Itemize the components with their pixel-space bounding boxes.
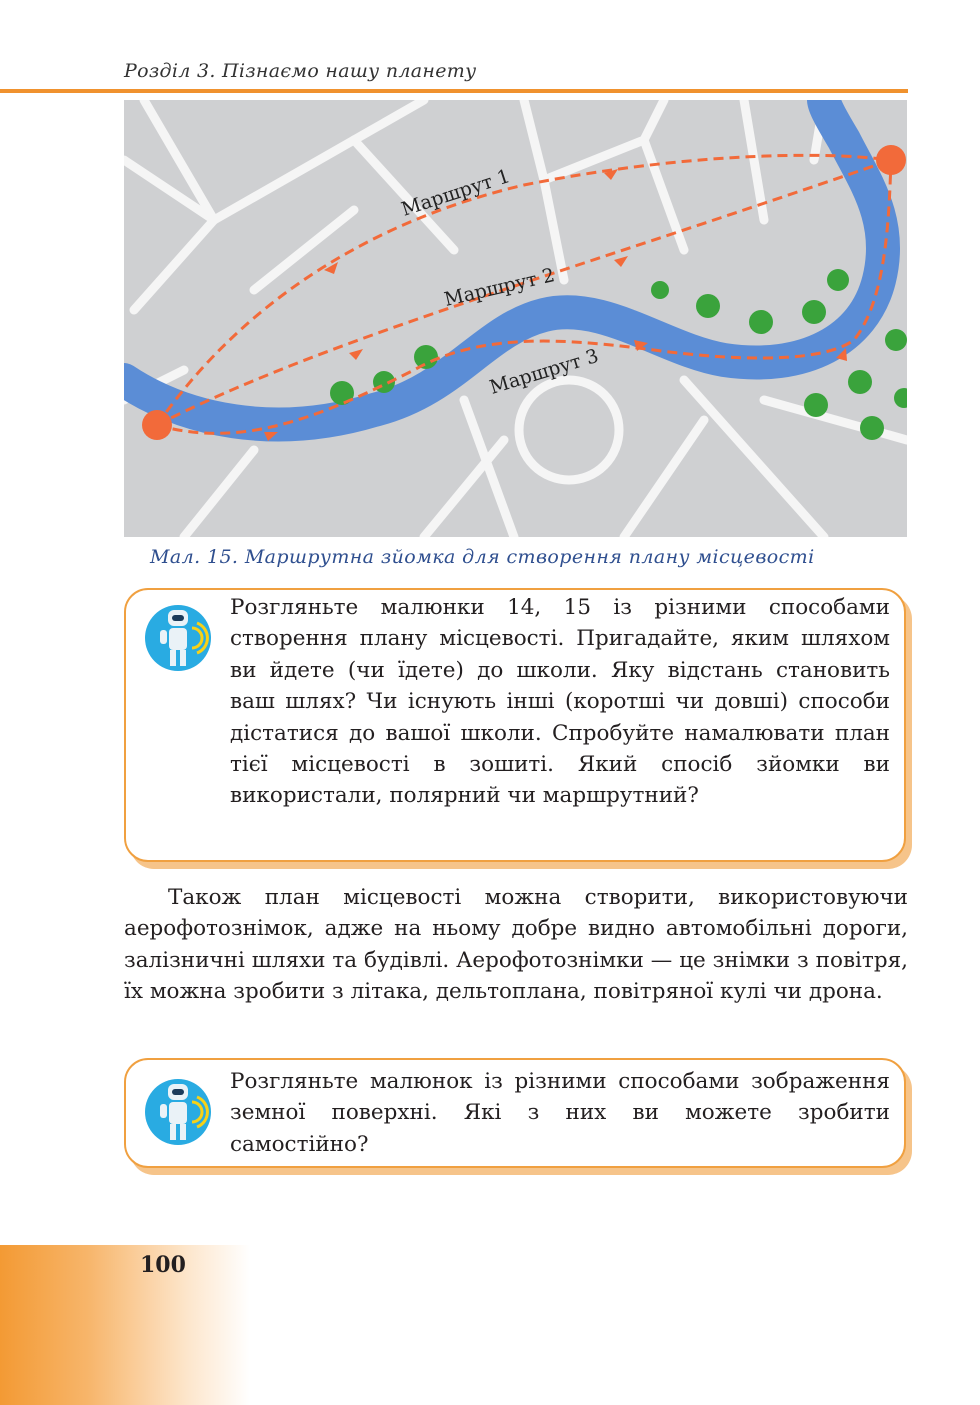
page-corner-accent: [0, 1245, 250, 1405]
route-label-3: Маршрут 3: [487, 344, 602, 399]
header-divider: [0, 89, 908, 93]
robot-icon: [142, 600, 214, 672]
route-map-figure: [124, 100, 907, 537]
robot-icon: [142, 1074, 214, 1146]
task-box-2: [124, 1058, 906, 1168]
page-number: 100: [140, 1252, 186, 1278]
task-2-text: Розгляньте малюнок із різними способами зображення земної поверхні. Які з них ви можете зробити самостійно?: [230, 1069, 890, 1157]
body-paragraph: Також план місцевості можна створити, використовуючи аерофотознімок, адже на ньому добре видно автомобільні дороги, залізничні шляхи та будівлі. Аерофотознімки — це знімки з повітря, їх можна зробити з літака, дельтоплана, повітряної кулі чи дрона.: [124, 885, 908, 1005]
task-1-text: Розгляньте малюнки 14, 15 із різними способами створення плану місцевості. Пригадайте, яким шляхом ви йдете (чи їдете) до школи. Яку відстань становить ваш шлях? Чи існують інші (коротші чи довші) способи дістатися до вашої школи. Спробуйте намалювати план тієї місцевості в зошиті. Який спосіб зйомки ви використали, полярний чи маршрутний?: [230, 595, 890, 809]
route-label-1: Маршрут 1: [398, 165, 513, 221]
figure-caption: Мал. 15. Маршрутна зйомка для створення плану місцевості: [150, 546, 815, 568]
chapter-header: Розділ 3. Пізнаємо нашу планету: [124, 60, 477, 82]
route-map-illustration: [124, 100, 907, 537]
route-label-2: Маршрут 2: [442, 264, 557, 311]
task-box-1: [124, 588, 906, 862]
